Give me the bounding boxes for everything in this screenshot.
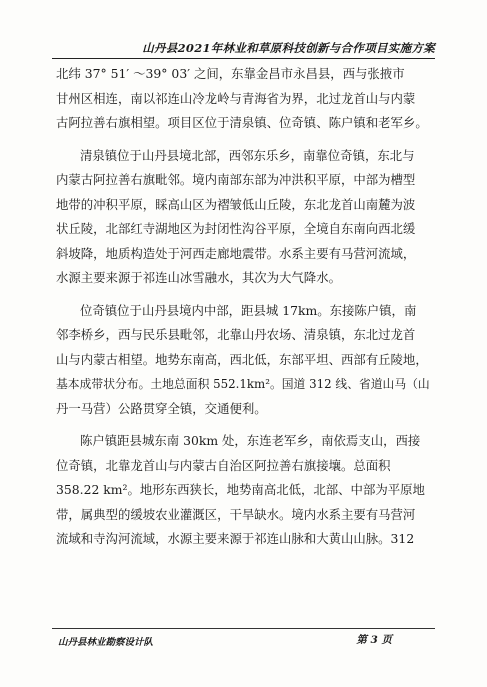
text-line: 清泉镇位于山丹县境北部，西邻东乐乡，南靠位奇镇，东北与 (80, 147, 415, 163)
footer-organization: 山丹县林业勘察设计队 (58, 637, 154, 648)
text-line: 北纬 37° 51′ ～39° 03′ 之间，东靠金昌市永昌县，西与张掖市 (56, 66, 405, 81)
page-number: 第 3 页 (356, 634, 392, 646)
paragraph-1 (56, 62, 431, 136)
text-line: 358.22 km²。地形东西狭长，地势南高北低，北部、中部为平原地 (56, 482, 425, 497)
text-line: 内蒙古阿拉善右旗毗邻。境内南部东部为冲洪积平原，中部为槽型 (56, 172, 416, 187)
text-line: 邻李桥乡，西与民乐县毗邻，北靠山丹农场、清泉镇，东北过龙首 (56, 327, 416, 342)
paragraph-3 (56, 299, 431, 422)
text-line: 流域和寺沟河流域，水源主要来源于祁连山脉和大黄山山脉。312 (56, 531, 415, 546)
paragraph-4 (56, 429, 431, 552)
paragraph-2 (56, 144, 431, 291)
header-title: 山丹县2021年林业和草原科技创新与合作项目实施方案 (142, 41, 435, 55)
text-line: 水源主要来源于祁连山冰雪融水，其次为大气降水。 (56, 270, 341, 285)
text-line: 基本成带状分布。土地总面积 552.1km²。国道 312 线、省道山马（山 (56, 377, 430, 391)
text-line: 丹一马营）公路贯穿全镇，交通便利。 (56, 400, 267, 416)
text-line: 状丘陵，北部红寺湖地区为封闭性沟谷平原，全境自东南向西北缓 (56, 221, 416, 236)
text-line: 甘州区相连，南以祁连山冷龙岭与青海省为界，北过龙首山与内蒙 (56, 90, 416, 106)
text-line: 位奇镇，北靠龙首山与内蒙古自治区阿拉善右旗接壤。总面积 (56, 457, 391, 473)
text-line: 山与内蒙古相望。地势东南高，西北低，东部平坦、西部有丘陵地， (56, 351, 428, 367)
header-divider (52, 58, 435, 59)
text-line: 斜坡降，地质构造处于河西走廊地震带。水系主要有马营河流域， (56, 245, 416, 261)
body-text (56, 62, 431, 560)
text-line: 地带的冲积平原，睬高山区为褶皱低山丘陵，东北龙首山南麓为波 (56, 196, 416, 212)
text-line: 位奇镇位于山丹县境内中部，距县城 17km。东接陈户镇，南 (80, 302, 417, 318)
text-line: 陈户镇距县城东南 30km 处，东连老军乡，南依焉支山，西接 (80, 433, 421, 448)
text-line: 古阿拉善右旗相望。项目区位于清泉镇、位奇镇、陈户镇和老军乡。 (56, 115, 428, 130)
footer-divider (52, 628, 435, 629)
text-line: 带，属典型的缓坡农业灌溉区，干旱缺水。境内水系主要有马营河 (56, 506, 416, 522)
